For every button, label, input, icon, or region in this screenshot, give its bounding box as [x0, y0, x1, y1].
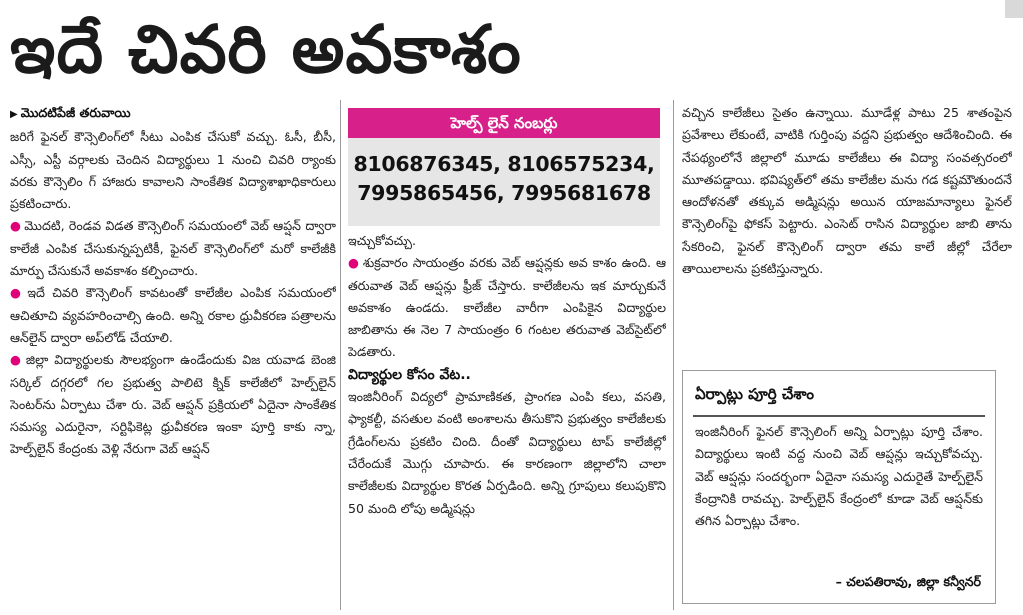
article-column-2 [348, 230, 666, 610]
quote-signature: – చలపతిరావు, జిల్లా కన్వీనర్ [835, 574, 981, 589]
bullet-text: ఇదే చివరి కౌన్సెలింగ్ కావటంతో కాలేజీల ఎంపిక సమయంలో ఆచితూచి వ్యవహరించాల్సి ఉంది. అన్ని రకాల ధ్రువీకరణ పత్రాలను ఆన్‌లైన్ ద్వారా అప్‌లోడ్ చేయాలి. [10, 285, 336, 345]
body-paragraph: ఇంజినీరింగ్ విద్యలో ప్రామాణికత, ప్రాంగణ ఎంపి కలు, వసతి, ఫ్యాకల్టీ, వసతుల వంటి అంశాలను తీసుకొని ప్రభుత్వం కాలేజీలకు గ్రేడింగ్‌లను ప్రకటిం చింది. దీంతో విద్యార్థులు టాప్ కాలేజీల్లో చేరేందుకే మొగ్గు చూపారు. ఈ కారణంగా జిల్లాలోని చాలా కాలేజీలకు విద్యార్థుల కొరత ఏర్పడింది. అన్ని గ్రూపులు కలుపుకొని 50 మంది లోపు అడ్మిషన్లు [348, 389, 666, 516]
lead-label [10, 102, 336, 126]
intro-paragraph: జరిగే ఫైనల్ కౌన్సెలింగ్‌లో సీటు ఎంపిక చేసుకో వచ్చు. ఓసీ, బీసీ, ఎస్సీ, ఎస్టీ వర్గాలకు చెందిన విద్యార్థులు 1 నుంచి చివరి ర్యాంకు వరకు కౌన్సెలిం గ్ హాజరు కావాలని సాంకేతిక విద్యాశాఖాధికారులు ప్రకటించారు. [10, 129, 336, 212]
body-paragraph: వచ్చిన కాలేజీలు సైతం ఉన్నాయి. మూడేళ్ల పాటు 25 శాతంపైన ప్రవేశాలు లేకుంటే, వాటికి గుర్తింపు వద్దని ప్రభుత్వం ఆదేశించింది. ఈ నేపథ్యంలోనే జిల్లాలో మూడు కాలేజీలు ఈ విద్యా సంవత్సరంలో మూతపడ్డాయి. భవిష్యత్‌లో తమ కాలేజీల మను గడ కష్టమౌతుందనే ఆందోళనతో తక్కువ అడ్మిషన్లు అయిన యాజమాన్యాలు ఫైనల్ కౌన్సెలింగ్‌పై ఫోకస్ పెట్టారు. ఎంసెట్ రాసిన విద్యార్థుల జాబి తాను సేకరించి, ఫైనల్ కౌన్సెలింగ్ ద్వారా తమ కాలే జీల్లో చేరేలా తాయిలాలను ప్రకటిస్తున్నారు. [682, 105, 1012, 277]
quote-box-body: ఇంజినీరింగ్ ఫైనల్ కౌన్సెలింగ్ అన్ని ఏర్పాట్లు పూర్తి చేశాం. విద్యార్థులు ఇంటి వద్ద నుంచి వెబ్ ఆప్షన్లు ఇచ్చుకోవచ్చు. వెబ్ ఆప్షన్లు సందర్భంగా ఏదైనా సమస్య ఎదురైతే హెల్ప్‌లైన్ కేంద్రానికి రావచ్చు. హెల్ప్‌లైన్ కేంద్రంలో కూడా వెబ్ ఆప్షన్‌కు తగిన ఏర్పాట్లు చేశాం. [695, 424, 983, 529]
bullet-icon: ● [10, 285, 25, 301]
continuation-text: ఇచ్చుకోవచ్చు. [348, 233, 417, 248]
quote-box-title: ఏర్పాట్లు పూర్తి చేశాం [695, 385, 814, 403]
bullet-text: మొదటి, రెండవ విడత కౌన్సెలింగ్ సమయంలో వెబ్ ఆప్షన్ ద్వారా కాలేజీ ఎంపిక చేసుకున్నప్పటికీ, ఫైనల్ కౌన్సెలింగ్‌లో మరో కాలేజీకి మార్పు చేసుకునే అవకాశం కల్పించారు. [10, 218, 336, 279]
arrow-right-icon: ▶ [10, 109, 18, 120]
article-column-3 [682, 102, 1012, 347]
helpline-box [348, 108, 660, 226]
bullet-paragraph [10, 349, 336, 460]
bullet-paragraph [10, 282, 336, 349]
bullet-text: శుక్రవారం సాయంత్రం వరకు వెబ్ ఆప్షన్లకు అవ కాశం ఉంది. ఆ తరువాత వెబ్ ఆప్షన్లు ఫ్రీజ్ చేస్తారు. కాలేజీలను ఇక మార్చుకునే అవకాశం ఉండదు. కాలేజీల వారీగా ఎంపికైన విద్యార్థుల జాబితాను ఈ నెల 7 సాయంత్రం 6 గంటల తరువాత వెబ్‌సైట్‌లో పెడతారు. [348, 255, 666, 360]
helpline-header: హెల్ప్ లైన్ నంబర్లు [348, 108, 660, 138]
bullet-icon: ● [10, 352, 23, 368]
headline: ఇదే చివరి అవకాశం [10, 11, 522, 88]
quote-box [682, 370, 996, 604]
column-divider-2 [673, 100, 674, 610]
helpline-numbers: 8106876345, 8106575234, 7995865456, 7995681678 [353, 152, 655, 205]
article-column-1 [10, 102, 336, 612]
title-underline [693, 415, 985, 417]
column-divider-1 [340, 100, 341, 610]
bullet-text: జిల్లా విద్యార్థులకు సౌలభ్యంగా ఉండేందుకు విజ యవాడ బెంజి సర్కిల్ దగ్గరలో గల ప్రభుత్వ పాలిటె క్నిక్ కాలేజీలో హెల్ప్‌లైన్ సెంటర్‌ను ఏర్పాటు చేశా రు. వెబ్ ఆప్షన్ ప్రక్రియలో ఏదైనా సాంకేతిక సమస్య ఎదురైనా, సర్టిఫికెట్ల ధ్రువీకరణ ఇంకా పూర్తి కాకు న్నా, హెల్ప్‌లైన్ కేంద్రంకు వెళ్లి నేరుగా వెబ్ ఆప్షన్ [10, 352, 336, 457]
bullet-paragraph [10, 215, 336, 282]
bullet-icon: ● [348, 255, 360, 271]
subheading: విద్యార్థుల కోసం వేట.. [348, 366, 471, 383]
bullet-icon: ● [10, 218, 22, 234]
bullet-paragraph [348, 252, 666, 363]
lead-text: మొదటిపేజీ తరువాయి [20, 105, 131, 120]
